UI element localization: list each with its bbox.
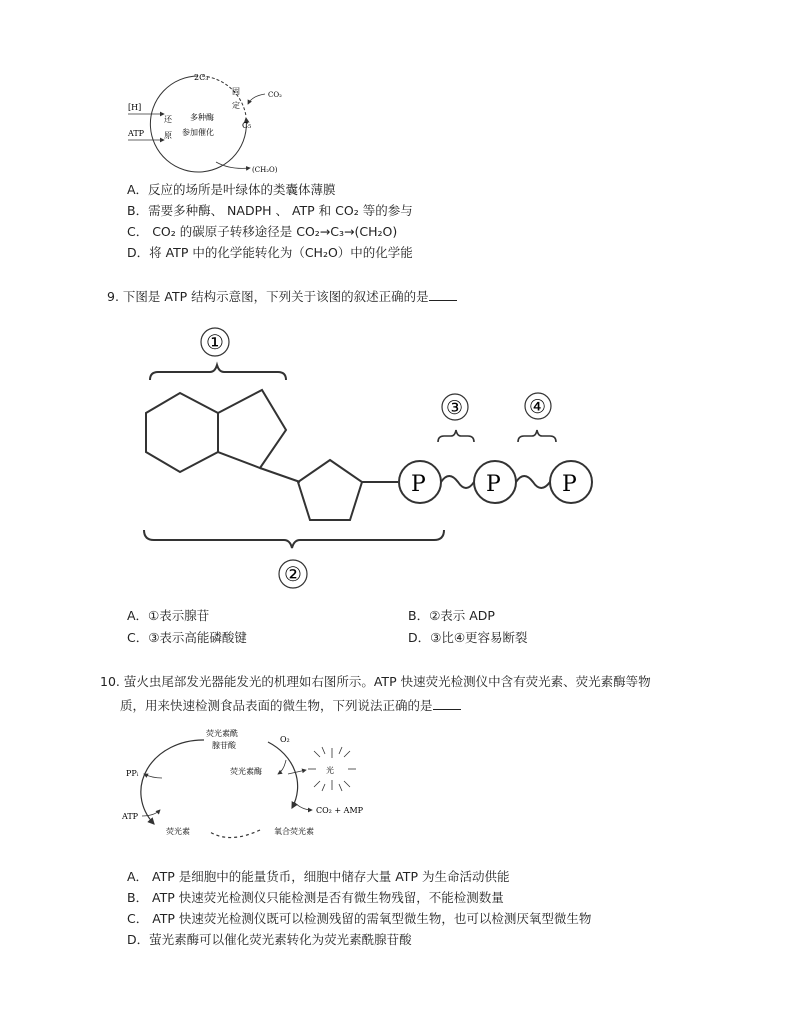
diagram-label-co2amp: CO₂ + AMP	[316, 806, 364, 815]
phosphate-2: P	[486, 472, 501, 497]
phosphate-1: P	[411, 472, 426, 497]
diagram-label-light: 光	[326, 766, 334, 775]
diagram-label-2c3: 2C₃	[194, 73, 209, 82]
q10-stem-line2	[120, 697, 461, 715]
diagram-label-atp: ATP	[122, 812, 139, 821]
ribose-pentagon	[298, 460, 362, 520]
luciferase-diagram	[120, 724, 400, 854]
diagram-label-o2: O₂	[280, 735, 290, 744]
diagram-label-co2: CO₂	[268, 91, 282, 99]
diagram-label-enzyme2: 参加催化	[182, 128, 214, 137]
q8-option-b: B．需要多种酶、 NADPH 、 ATP 和 CO₂ 等的参与	[127, 203, 413, 218]
q9-option-d: D．③比④更容易断裂	[408, 630, 528, 645]
diagram-label-ch2o: (CH₂O)	[252, 166, 278, 174]
diagram-label-reduce2: 原	[164, 131, 172, 140]
diagram-label-fix2: 定	[232, 101, 240, 110]
q8-option-a: A．反应的场所是叶绿体的类囊体薄膜	[127, 182, 336, 197]
adenine-pentagon	[218, 390, 286, 468]
q10-option-a: A． ATP 是细胞中的能量货币，细胞中储存大量 ATP 为生命活动供能	[127, 869, 510, 884]
label-1: ①	[206, 330, 224, 354]
diagram-label-reduce1: 还	[164, 115, 172, 124]
q9-stem-text: 9. 下图是 ATP 结构示意图，下列关于该图的叙述正确的是	[107, 289, 429, 304]
label-2: ②	[284, 562, 302, 586]
q10-stem-line2-text: 质，用来快速检测食品表面的微生物，下列说法正确的是	[120, 698, 433, 713]
q8-option-c: C． CO₂ 的碳原子转移途径是 CO₂→C₃→(CH₂O)	[127, 224, 398, 239]
answer-blank	[433, 697, 461, 710]
q9-stem	[107, 288, 457, 306]
diagram-label-top1: 荧光素酰	[206, 729, 238, 738]
q9-option-b: B．②表示 ADP	[408, 608, 495, 623]
diagram-label-enzyme1: 多种酶	[190, 113, 214, 122]
q9-option-c: C．③表示高能磷酸键	[127, 630, 247, 645]
q10-option-b: B． ATP 快速荧光检测仪只能检测是否有微生物残留，不能检测数量	[127, 890, 504, 905]
diagram-label-oxy: 氧合荧光素	[274, 827, 314, 836]
diagram-label-enzyme: 荧光素酶	[230, 767, 262, 776]
q10-stem-line1: 10. 萤火虫尾部发光器能发光的机理如右图所示。ATP 快速荧光检测仪中含有荧光素、荧光素酶等物	[100, 674, 651, 689]
diagram-label-fix1: 固	[232, 87, 240, 96]
label-3: ③	[446, 397, 464, 419]
q9-option-a: A．①表示腺苷	[127, 608, 210, 623]
answer-blank	[429, 288, 457, 301]
label-4: ④	[529, 396, 547, 418]
diagram-label-atp: ATP	[128, 129, 145, 138]
diagram-label-luciferin: 荧光素	[166, 827, 190, 836]
q10-option-c: C． ATP 快速荧光检测仪既可以检测残留的需氧型微生物，也可以检测厌氧型微生物	[127, 911, 592, 926]
diagram-label-c5: C₅	[242, 121, 252, 130]
diagram-label-top2: 腺苷酸	[212, 741, 236, 750]
q10-option-d: D．萤光素酶可以催化荧光素转化为荧光素酰腺苷酸	[127, 932, 412, 947]
atp-structure-diagram	[140, 320, 620, 595]
calvin-cycle-diagram	[120, 66, 300, 178]
q8-option-d: D．将 ATP 中的化学能转化为（CH₂O）中的化学能	[127, 245, 413, 260]
adenine-hexagon	[146, 393, 218, 472]
diagram-label-ppi: PPᵢ	[126, 769, 139, 778]
diagram-label-h: [H]	[128, 103, 142, 112]
phosphate-3: P	[562, 472, 577, 497]
